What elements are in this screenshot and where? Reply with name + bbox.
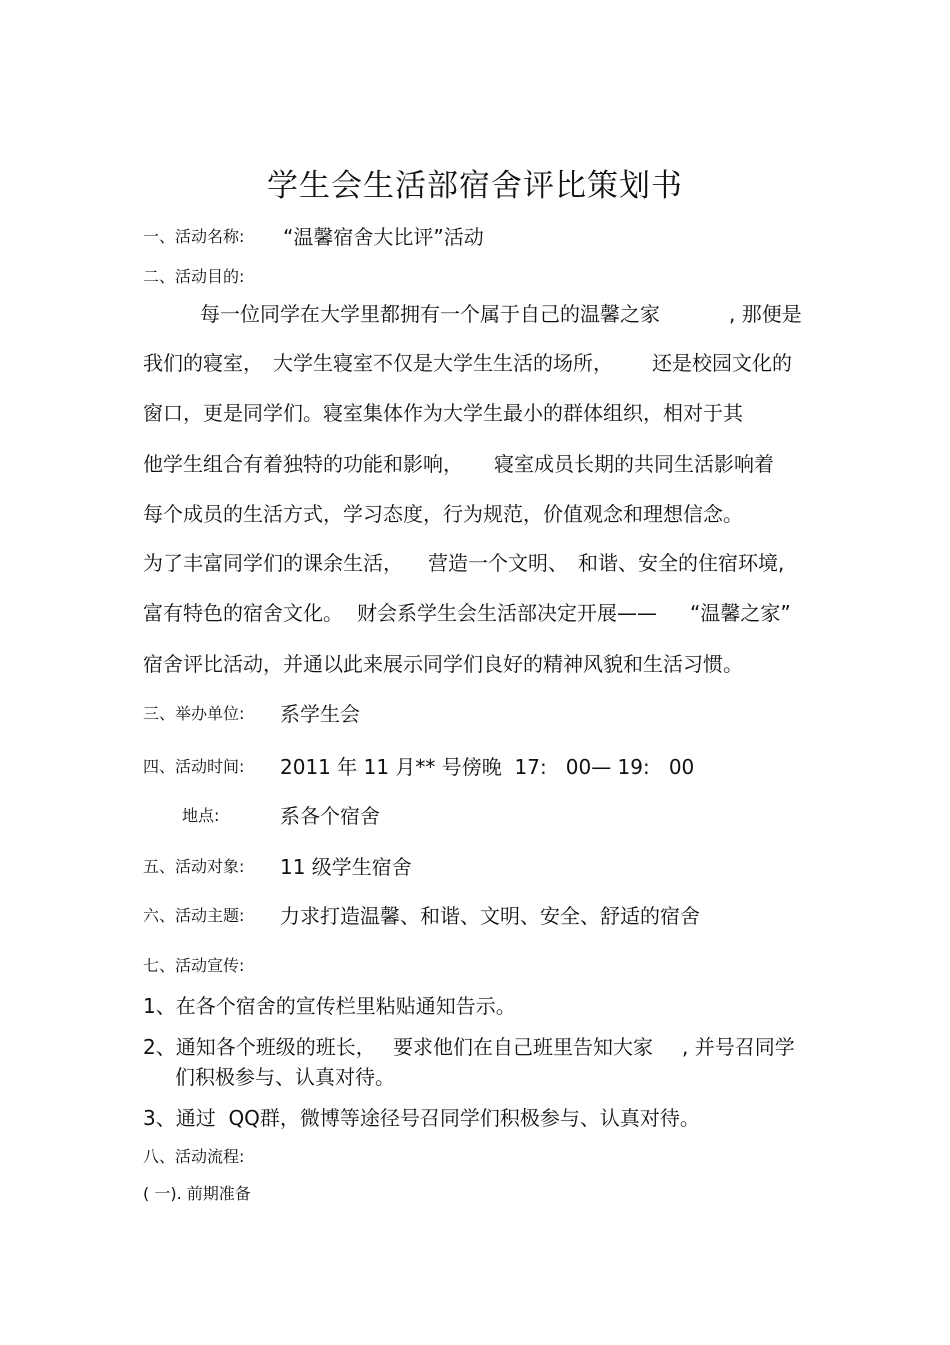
section-6-value: 力求打造温馨、和谐、文明、安全、舒适的宿舍 <box>280 904 700 928</box>
purpose-line-7b: 财会系学生会生活部决定开展—— <box>357 601 657 625</box>
purpose-line-1b: , 那便是 <box>729 302 802 326</box>
section-3-label: 三、举办单位: <box>143 704 245 723</box>
purpose-line-6a: 为了丰富同学们的课余生活， <box>143 551 403 575</box>
section-3-value: 系学生会 <box>280 702 360 726</box>
section-8-label: 八、活动流程: <box>143 1147 245 1166</box>
section-5-value: 11 级学生宿舍 <box>280 855 412 879</box>
promo-item-1: 1、在各个宿舍的宣传栏里粘贴通知告示。 <box>143 994 516 1018</box>
page-title: 学生会生活部宿舍评比策划书 <box>267 168 683 204</box>
purpose-line-3: 窗口，更是同学们。寝室集体作为大学生最小的群体组织，相对于其 <box>143 401 743 425</box>
section-4-value: 2011 年 11 月** 号傍晚 17: 00— 19: 00 <box>280 755 695 779</box>
purpose-line-1a: 每一位同学在大学里都拥有一个属于自己的温馨之家 <box>200 302 660 326</box>
section-6-label: 六、活动主题: <box>143 906 245 925</box>
promo-item-2d: 们积极参与、认真对待。 <box>175 1065 395 1089</box>
flow-subsection-1: ( 一). 前期准备 <box>143 1184 251 1203</box>
section-4-label: 四、活动时间: <box>143 757 245 776</box>
purpose-line-4b: 寝室成员长期的共同生活影响着 <box>494 452 774 476</box>
section-1-value: “温馨宿舍大比评”活动 <box>283 225 484 249</box>
purpose-line-8: 宿舍评比活动，并通以此来展示同学们良好的精神风貌和生活习惯。 <box>143 652 743 676</box>
purpose-line-4a: 他学生组合有着独特的功能和影响， <box>143 452 463 476</box>
section-1-label: 一、活动名称: <box>143 227 245 246</box>
purpose-line-5: 每个成员的生活方式，学习态度，行为规范，价值观念和理想信念。 <box>143 502 743 526</box>
purpose-line-2c: 还是校园文化的 <box>652 351 792 375</box>
section-7-label: 七、活动宣传: <box>143 956 245 975</box>
section-5-label: 五、活动对象: <box>143 857 245 876</box>
location-value: 系各个宿舍 <box>280 804 380 828</box>
promo-item-3: 3、通过 QQ群，微博等途径号召同学们积极参与、认真对待。 <box>143 1106 700 1130</box>
promo-item-2c: , 并号召同学 <box>682 1035 795 1059</box>
location-label: 地点: <box>182 806 220 825</box>
promo-item-2b: 要求他们在自己班里告知大家 <box>393 1035 653 1059</box>
purpose-line-6c: 和谐、安全的住宿环境, <box>578 551 785 575</box>
purpose-line-6b: 营造一个文明、 <box>428 551 568 575</box>
purpose-line-2b: 大学生寝室不仅是大学生生活的场所， <box>273 351 613 375</box>
purpose-line-7a: 富有特色的宿舍文化。 <box>143 601 343 625</box>
promo-item-2a: 2、通知各个班级的班长， <box>143 1035 376 1059</box>
purpose-line-7c: “温馨之家” <box>690 601 791 625</box>
section-2-label: 二、活动目的: <box>143 267 245 286</box>
purpose-line-2a: 我们的寝室， <box>143 351 263 375</box>
